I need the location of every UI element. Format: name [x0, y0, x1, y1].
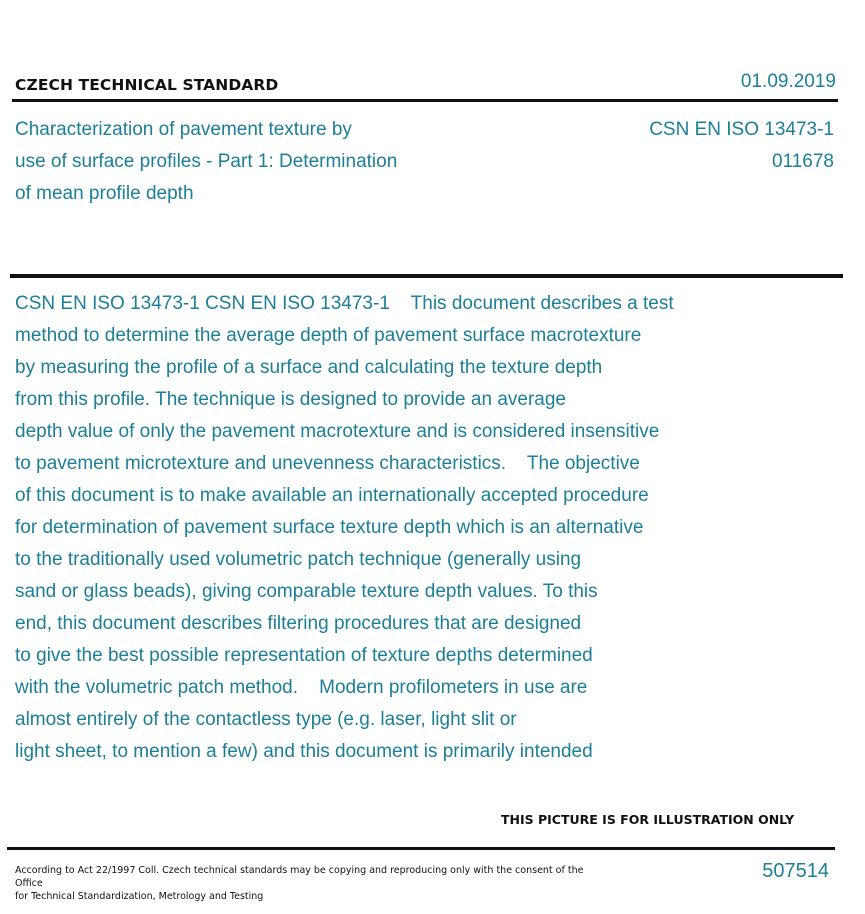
abstract-line: for determination of pavement surface texture depth which is an alternative [15, 517, 644, 538]
product-id: 507514 [762, 860, 829, 882]
catalog-number: 011678 [772, 151, 834, 172]
abstract-line: to the traditionally used volumetric patch technique (generally using [15, 549, 582, 570]
abstract-line: CSN EN ISO 13473-1 CSN EN ISO 13473-1 This document describes a test [15, 293, 674, 314]
header-divider [12, 99, 838, 102]
abstract-text [15, 288, 795, 768]
title-line: Characterization of pavement texture by [15, 119, 352, 140]
standard-identifiers [649, 114, 834, 178]
abstract-line: of this document is to make available an internationally accepted procedure [15, 485, 649, 506]
document-title [15, 114, 475, 210]
title-line: use of surface profiles - Part 1: Determination [15, 151, 398, 172]
abstract-line: by measuring the profile of a surface and calculating the texture depth [15, 357, 603, 378]
abstract-line: to give the best possible representation of texture depths determined [15, 645, 593, 666]
abstract-line: light sheet, to mention a few) and this document is primarily intended [15, 741, 593, 762]
abstract-line: sand or glass beads), giving comparable texture depth values. To this [15, 581, 598, 602]
standard-code: CSN EN ISO 13473-1 [649, 119, 834, 140]
section-divider [10, 274, 843, 278]
abstract-line: from this profile. The technique is designed to provide an average [15, 389, 566, 410]
legal-notice [15, 864, 595, 903]
abstract-line: to pavement microtexture and unevenness characteristics. The objective [15, 453, 640, 474]
abstract-line: with the volumetric patch method. Modern profilometers in use are [15, 677, 588, 698]
title-line: of mean profile depth [15, 183, 194, 204]
footer-divider [7, 847, 835, 850]
illustration-notice: THIS PICTURE IS FOR ILLUSTRATION ONLY [501, 812, 795, 827]
legal-line: for Technical Standardization, Metrology and Testing [15, 891, 264, 902]
legal-line: According to Act 22/1997 Coll. Czech technical standards may be copying and reproducing only with the consent of the Office [15, 865, 584, 889]
abstract-line: depth value of only the pavement macrotexture and is considered insensitive [15, 421, 660, 442]
publication-date: 01.09.2019 [740, 71, 836, 92]
abstract-line: method to determine the average depth of pavement surface macrotexture [15, 325, 642, 346]
abstract-line: almost entirely of the contactless type (e.g. laser, light slit or [15, 709, 517, 730]
standard-type-label: CZECH TECHNICAL STANDARD [15, 76, 279, 94]
abstract-line: end, this document describes filtering procedures that are designed [15, 613, 582, 634]
